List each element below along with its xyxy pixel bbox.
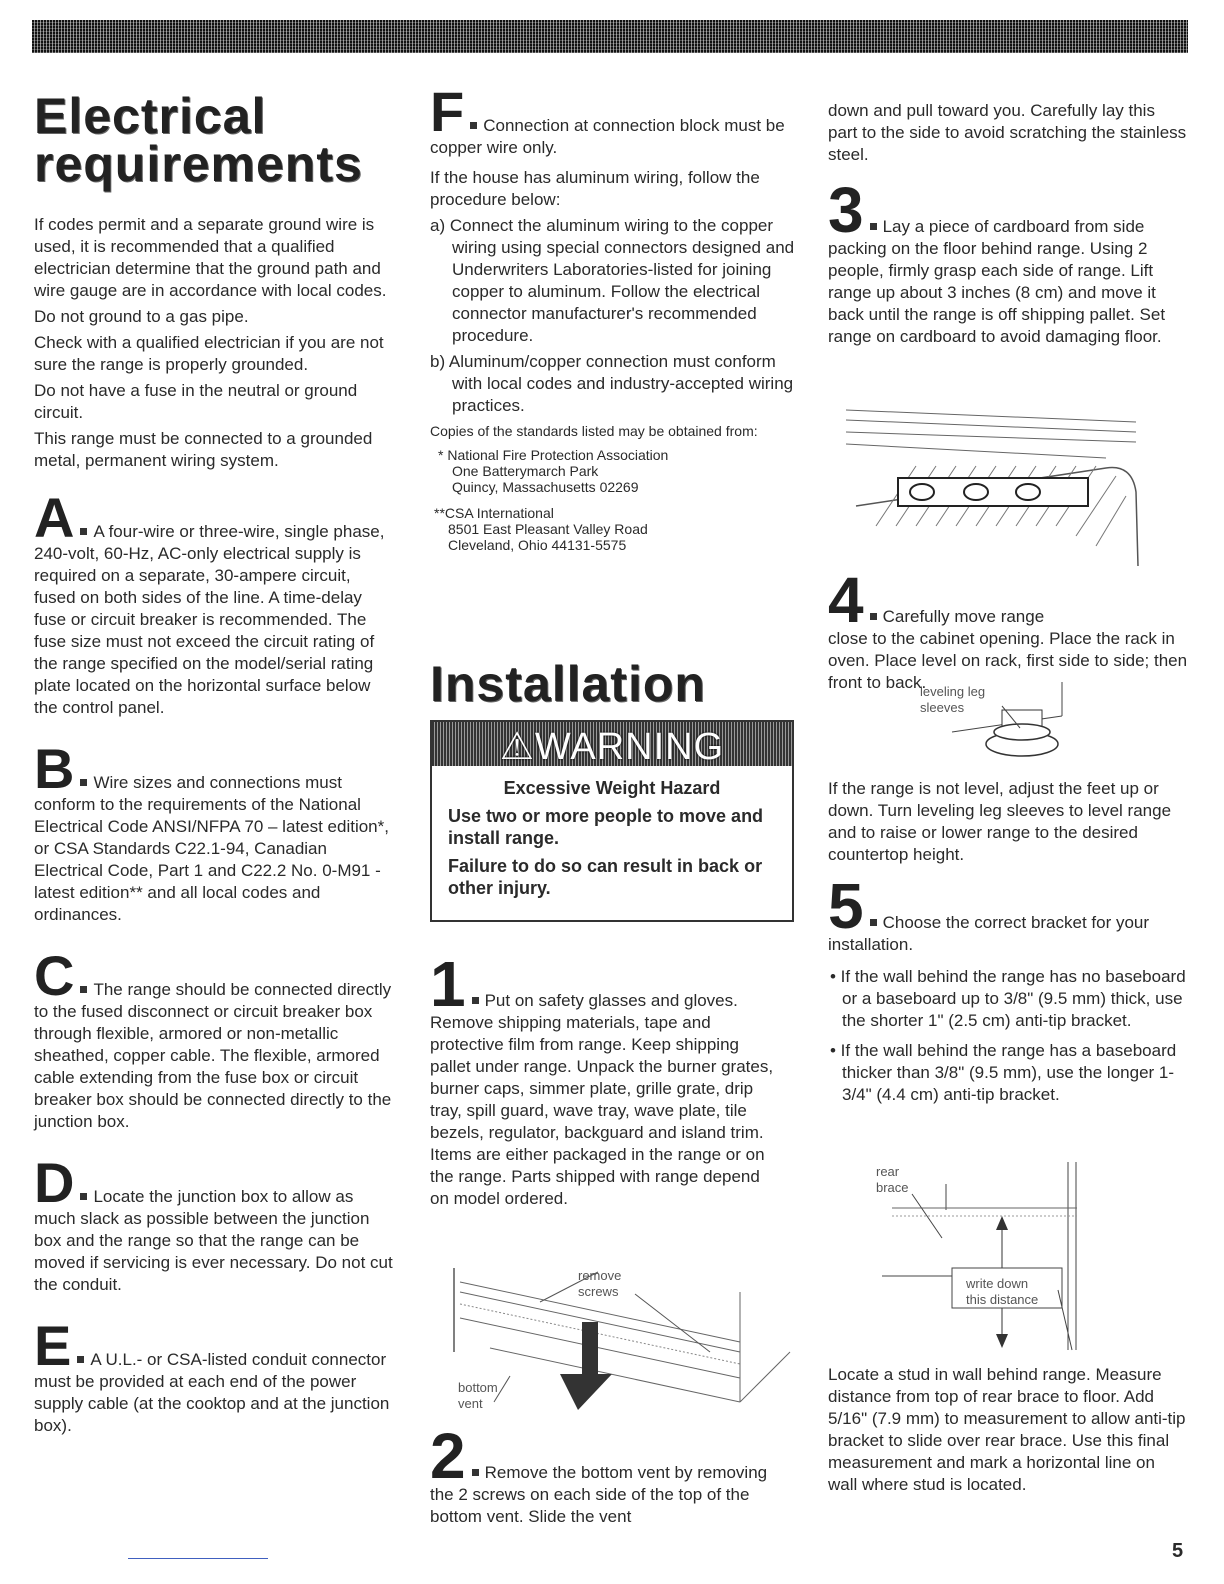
csa-line-3: Cleveland, Ohio 44131-5575 <box>448 537 627 553</box>
item-d <box>34 1151 394 1296</box>
step-1-number: 1 <box>430 948 466 1020</box>
item-b-text: Wire sizes and connections must conform to the requirements of the National Electrical Code ANSI/NFPA 70 – latest edition*, or CSA Standards C22.1-94, Canadian Electrical Code, Part 1 and C22.2 No. 0-M91 - latest edition** and all local codes and ordinances. <box>34 773 389 924</box>
step-2-text: Remove the bottom vent by removing the 2 screws on each side of the top of the bottom vent. Slide the vent <box>430 1463 768 1526</box>
footer-line <box>128 1558 268 1559</box>
step-1 <box>430 948 780 1210</box>
item-d-letter: D <box>34 1151 75 1214</box>
step-2 <box>430 1420 780 1528</box>
leveling-leg-label: leveling leg <box>920 684 986 699</box>
step-5-number: 5 <box>828 870 864 942</box>
step-4 <box>828 564 1188 694</box>
column-right <box>828 100 1188 348</box>
bullet-square-icon <box>870 223 877 230</box>
item-f-text: Connection at connection block must be copper wire only. <box>430 116 785 157</box>
column-electrical <box>34 88 394 1437</box>
warning-line-2: Failure to do so can result in back or other injury. <box>448 856 763 898</box>
brace-label: brace <box>876 1180 909 1195</box>
warning-header <box>432 722 792 766</box>
rear-brace-figure <box>872 1160 1092 1356</box>
bottom-vent-figure <box>450 1262 800 1422</box>
nfpa-line-3: Quincy, Massachusetts 02269 <box>452 479 639 495</box>
bottom-label: bottom <box>458 1380 498 1395</box>
nfpa-address <box>430 447 802 495</box>
section-title-installation: Installation <box>430 656 706 712</box>
step-3-text: Lay a piece of cardboard from side packing on the floor behind range. Using 2 people, firmly grasp each side of range. Lift range up about 3 inches (8 cm) and move it back until the range is off shipping pallet. Set range on cardboard to avoid damaging floor. <box>828 217 1166 346</box>
item-f <box>430 80 802 159</box>
intro-para-3: Check with a qualified electrician if you are not sure the range is properly grounded. <box>34 333 384 374</box>
warning-title: Excessive Weight Hazard <box>503 778 721 798</box>
item-c-letter: C <box>34 944 75 1007</box>
csa-address <box>430 505 802 553</box>
step-5-text: Choose the correct bracket for your installation. <box>828 913 1150 954</box>
item-a <box>34 486 394 719</box>
rear-label: rear <box>876 1164 900 1179</box>
item-f-letter: F <box>430 80 465 143</box>
step-4-text-a: Carefully move range <box>882 607 1045 626</box>
item-e-text: A U.L.- or CSA-listed conduit connector must be provided at each end of the power supply cable (at the cooktop and at the junction box). <box>34 1350 390 1435</box>
intro-para-4: Do not have a fuse in the neutral or ground circuit. <box>34 381 358 422</box>
intro-para-2: Do not ground to a gas pipe. <box>34 307 249 326</box>
bullet-square-icon <box>472 1469 479 1476</box>
warning-box <box>430 720 794 922</box>
bullet-square-icon <box>870 919 877 926</box>
step-5 <box>828 870 1188 1106</box>
vent-label: vent <box>458 1396 483 1411</box>
nfpa-line-1: * National Fire Protection Association <box>438 447 669 463</box>
intro-para-1: If codes permit and a separate ground wire is used, it is recommended that a qualified electrician determine that the ground path and wire gauge are in accordance with local codes. <box>34 215 387 300</box>
step-2-number: 2 <box>430 1420 466 1492</box>
step-b-text: b) Aluminum/copper connection must conform with local codes and industry-accepted wiring practices. <box>430 352 794 415</box>
copies-text: Copies of the standards listed may be obtained from: <box>430 423 758 439</box>
sleeves-label: sleeves <box>920 700 965 715</box>
nfpa-line-2: One Batterymarch Park <box>452 463 599 479</box>
step-3 <box>828 174 1188 348</box>
title-line-1: Electrical <box>34 88 267 144</box>
warning-line-1: Use two or more people to move and install range. <box>448 806 764 848</box>
step-4-number: 4 <box>828 564 864 636</box>
level-paragraph <box>828 778 1188 866</box>
bullet-square-icon <box>77 1356 84 1363</box>
bullet-square-icon <box>80 528 87 535</box>
screws-label: screws <box>578 1284 619 1299</box>
final-paragraph <box>828 1364 1188 1496</box>
title-line-2: requirements <box>34 136 363 192</box>
bullet-square-icon <box>870 613 877 620</box>
bullet-2-text: • If the wall behind the range has a baseboard thicker than 3/8" (9.5 mm), use the longer 1-3/4" (4.4 cm) anti-tip bracket. <box>830 1041 1177 1104</box>
csa-line-1: **CSA International <box>434 505 554 521</box>
bullet-square-icon <box>472 997 479 1004</box>
level-rack-illustration <box>846 396 1146 566</box>
header-bar <box>32 20 1188 53</box>
item-c <box>34 944 394 1133</box>
warning-label: ⚠WARNING <box>499 726 725 768</box>
item-e-letter: E <box>34 1314 72 1377</box>
bullet-square-icon <box>470 122 477 129</box>
bullet-1-text: • If the wall behind the range has no baseboard or a baseboard up to 3/8" (9.5 mm) thick, use the shorter 1" (2.5 cm) anti-tip bracket. <box>830 967 1186 1030</box>
step-3-number: 3 <box>828 174 864 246</box>
level-para-text: If the range is not level, adjust the feet up or down. Turn leveling leg sleeves to level range and to raise or lower range to the desired countertop height. <box>828 779 1172 864</box>
aluminum-para: If the house has aluminum wiring, follow the procedure below: <box>430 168 760 209</box>
intro-para-5: This range must be connected to a grounded metal, permanent wiring system. <box>34 429 373 470</box>
item-c-text: The range should be connected directly to the fused disconnect or circuit breaker box through flexible, armored or non-metallic sheathed, copper cable. The flexible, armored cable extending from the fuse box or circuit breaker box should be connected directly to the junction box. <box>34 980 392 1131</box>
item-d-text: Locate the junction box to allow as much slack as possible between the junction box and the range so that the range can be moved if servicing is ever necessary. Do not cut the conduit. <box>34 1187 393 1294</box>
remove-label: remove <box>578 1268 622 1283</box>
item-b-letter: B <box>34 737 75 800</box>
section-title-electrical <box>34 88 394 192</box>
level-rack-figure <box>846 396 1146 566</box>
item-a-text: A four-wire or three-wire, single phase, 240-volt, 60-Hz, AC-only electrical supply is required on a separate, 30-ampere circuit, fused on both sides of the line. A time-delay fuse or circuit breaker is recommended. The fuse size must not exceed the circuit rating of the range specified on the model/serial rating plate located on the horizontal surface below the control panel. <box>34 522 385 717</box>
write-down-label: write down <box>966 1276 1029 1291</box>
bullet-square-icon <box>80 1193 87 1200</box>
item-b <box>34 737 394 926</box>
leveling-leg-figure <box>912 680 1082 760</box>
page-number: 5 <box>1172 1540 1184 1562</box>
csa-line-2: 8501 East Pleasant Valley Road <box>448 521 648 537</box>
bullet-square-icon <box>80 779 87 786</box>
final-para-text: Locate a stud in wall behind range. Measure distance from top of rear brace to floor. Add 5/16" (7.9 mm) to measurement to allow anti-tip bracket to slide over rear brace. Use this final measurement and mark a horizontal line on wall where stud is located. <box>828 1365 1186 1494</box>
step-1-text: Put on safety glasses and gloves. Remove shipping materials, tape and protective film from range. Keep shipping pallet under range. Unpack the burner grates, burner caps, simmer plate, grille grate, drip tray, spill guard, wave tray, wave plate, tile bezels, regulator, backguard and island trim. Items are either packaged in the range or on the range. Parts shipped with range depend on model ordered. <box>430 991 774 1208</box>
step-4-text-b: close to the cabinet opening. Place the rack in oven. Place level on rack, first side to side; then front to back. <box>828 629 1188 692</box>
this-distance-label: this distance <box>966 1292 1039 1307</box>
column-middle <box>430 80 802 553</box>
item-a-letter: A <box>34 486 75 549</box>
step-a-text: a) Connect the aluminum wiring to the copper wiring using special connectors designed and Underwriters Laboratories-listed for joining copper to aluminum. Follow the electrical connector manufacturer's recommended procedure. <box>430 216 795 345</box>
continued-text: down and pull toward you. Carefully lay this part to the side to avoid scratching the stainless steel. <box>828 101 1187 164</box>
item-e <box>34 1314 394 1437</box>
bottom-vent-illustration <box>450 1262 800 1422</box>
bullet-square-icon <box>80 986 87 993</box>
